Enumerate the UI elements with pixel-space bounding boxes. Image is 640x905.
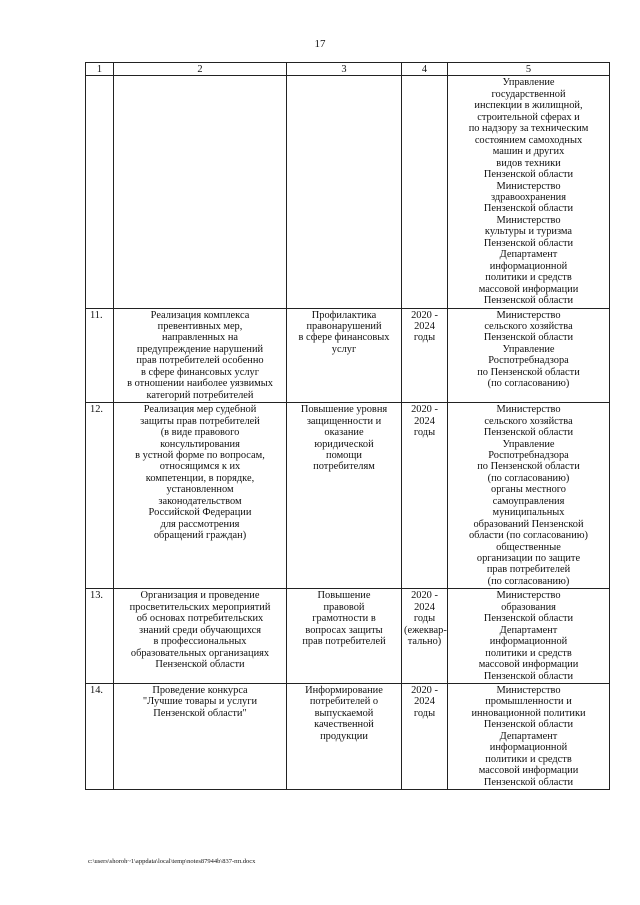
cell-text-line: прав потребителей особенно xyxy=(136,355,264,367)
cell-text-line: культуры и туризма xyxy=(484,226,573,238)
table-row xyxy=(86,308,610,403)
measure-cell xyxy=(114,403,287,589)
cell-text-line: компетенции, в порядке, xyxy=(145,472,255,484)
cell-text-line: Пензенской области xyxy=(483,719,574,731)
cell-text-line: направленных на xyxy=(161,332,239,344)
cell-text-line: установленном xyxy=(166,484,234,496)
cell-text-line: инновационной политики xyxy=(471,707,586,719)
result-cell xyxy=(287,589,402,684)
cell-text-line: категорий потребителей xyxy=(146,389,254,401)
cell-text-line: Роспотребнадзора xyxy=(488,449,569,461)
cell-text-line: грамотности в xyxy=(312,613,376,625)
cell-text-line: оказание xyxy=(324,427,364,439)
cell-text-line: Департамент xyxy=(499,624,558,636)
cell-text-line: относящимся к их xyxy=(159,461,241,473)
cell-text-line: годы xyxy=(413,332,436,344)
term-cell xyxy=(402,684,448,790)
cell-text-line: Департамент xyxy=(499,249,558,261)
cell-text-line: потребителям xyxy=(313,461,375,473)
result-cell xyxy=(287,684,402,790)
executor-cell xyxy=(448,589,610,684)
cell-text-line: услуг xyxy=(331,343,357,355)
cell-text-line: сельского хозяйства xyxy=(484,320,573,332)
cell-text-line: промышленности и xyxy=(485,696,572,708)
cell-text-line: Пензенской области xyxy=(483,295,574,307)
cell-text-line: Управление xyxy=(502,343,555,355)
cell-text-line: по Пензенской области xyxy=(477,461,580,473)
footer-file-path: c:\users\shoroh~1\appdata\local\temp\notes87944b\837-пп.docx xyxy=(88,858,256,865)
cell-text-line: муниципальных xyxy=(492,507,565,519)
header-col-2: 2 xyxy=(114,63,287,76)
cell-text-line: Пензенской области xyxy=(483,670,574,682)
cell-text-line: по надзору за техническим xyxy=(468,123,589,135)
page-number: 17 xyxy=(314,38,326,50)
cell-text-line: области (по согласованию) xyxy=(468,530,588,542)
measure-cell xyxy=(114,308,287,403)
cell-text-line: 2024 xyxy=(414,320,435,332)
cell-text-line: помощи xyxy=(326,449,362,461)
cell-text-line: информационной xyxy=(489,742,568,754)
cell-text-line: (по согласованию) xyxy=(487,472,570,484)
cell-text-line: массовой информации xyxy=(478,659,579,671)
result-cell xyxy=(287,76,402,308)
cell-text-line: образований Пензенской xyxy=(473,518,584,530)
cell-text-line: образования xyxy=(501,601,556,613)
cell-text-line: превентивных мер, xyxy=(157,320,243,332)
cell-text-line: здравоохранения xyxy=(490,191,567,203)
cell-text-line: Российской Федерации xyxy=(148,507,252,519)
header-col-5: 5 xyxy=(448,63,610,76)
cell-text-line: Организация и проведение xyxy=(140,590,260,602)
cell-text-line: юридической xyxy=(314,438,374,450)
cell-text-line: правовой xyxy=(323,601,365,613)
cell-text-line: Проведение конкурса xyxy=(152,685,248,697)
cell-text-line: сельского хозяйства xyxy=(484,415,573,427)
cell-text-line: государственной xyxy=(491,88,566,100)
cell-text-line: Министерство xyxy=(496,590,561,602)
cell-text-line: годы xyxy=(413,613,436,625)
term-cell xyxy=(402,589,448,684)
cell-text-line: защищенности и xyxy=(306,415,382,427)
executor-cell xyxy=(448,403,610,589)
cell-text-line: об основах потребительских xyxy=(136,613,264,625)
cell-text-line: просветительских мероприятий xyxy=(129,601,271,613)
cell-text-line: Пензенской области xyxy=(483,613,574,625)
cell-text-line: Министерство xyxy=(496,404,561,416)
cell-text-line: самоуправления xyxy=(492,495,565,507)
cell-text-line: политики и средств xyxy=(485,647,572,659)
cell-text-line: машин и других xyxy=(492,146,565,158)
table-row xyxy=(86,76,610,308)
cell-text-line: состоянием самоходных xyxy=(474,134,583,146)
measure-cell xyxy=(114,684,287,790)
cell-text-line: в отношении наиболее уязвимых xyxy=(127,378,273,390)
cell-text-line: в устной форме по вопросам, xyxy=(135,449,265,461)
cell-text-line: Пензенской области xyxy=(483,237,574,249)
table-row xyxy=(86,589,610,684)
row-number: 11. xyxy=(86,308,114,403)
cell-text-line: общественные xyxy=(496,541,561,553)
table-row xyxy=(86,684,610,790)
cell-text-line: 2024 xyxy=(414,601,435,613)
measure-cell xyxy=(114,589,287,684)
cell-text-line: видов техники xyxy=(496,157,561,169)
term-cell xyxy=(402,308,448,403)
cell-text-line: по Пензенской области xyxy=(477,366,580,378)
cell-text-line: Реализация мер судебной xyxy=(143,404,257,416)
cell-text-line: защиты прав потребителей xyxy=(140,415,260,427)
header-col-4: 4 xyxy=(402,63,448,76)
cell-text-line: годы xyxy=(413,427,436,439)
cell-text-line: Пензенской области xyxy=(155,659,245,671)
cell-text-line: прав потребителей xyxy=(486,564,571,576)
header-col-3: 3 xyxy=(287,63,402,76)
cell-text-line: Реализация комплекса xyxy=(150,309,250,321)
cell-text-line: Управление xyxy=(502,438,555,450)
cell-text-line: 2020 - xyxy=(411,685,438,697)
result-cell xyxy=(287,403,402,589)
cell-text-line: Департамент xyxy=(499,730,558,742)
executor-cell xyxy=(448,684,610,790)
table-row xyxy=(86,403,610,589)
cell-text-line: Информирование xyxy=(305,685,383,697)
cell-text-line: Повышение xyxy=(317,590,371,602)
cell-text-line: Пензенской области xyxy=(483,332,574,344)
cell-text-line: годы xyxy=(413,707,436,719)
cell-text-line: Пензенской области xyxy=(483,427,574,439)
cell-text-line: Пензенской области" xyxy=(153,707,247,719)
cell-text-line: консультирования xyxy=(160,438,240,450)
term-cell xyxy=(402,76,448,308)
cell-text-line: прав потребителей xyxy=(302,636,386,648)
cell-text-line: 2024 xyxy=(414,696,435,708)
cell-text-line: (в виде правового xyxy=(160,427,240,439)
cell-text-line: в профессиональных xyxy=(153,636,247,648)
result-cell xyxy=(287,308,402,403)
cell-text-line: Министерство xyxy=(496,685,561,697)
table-header-row xyxy=(86,63,610,76)
cell-text-line: Повышение уровня xyxy=(300,404,388,416)
cell-text-line: тально) xyxy=(407,636,442,648)
cell-text-line: (ежеквар- xyxy=(404,624,447,636)
cell-text-line: организации по защите xyxy=(476,553,581,565)
cell-text-line: Пензенской области xyxy=(483,203,574,215)
cell-text-line: массовой информации xyxy=(478,283,579,295)
cell-text-line: 2020 - xyxy=(411,309,438,321)
cell-text-line: Министерство xyxy=(496,180,561,192)
cell-text-line: Роспотребнадзора xyxy=(488,355,569,367)
cell-text-line: Пензенской области xyxy=(483,776,574,788)
cell-text-line: продукции xyxy=(320,730,368,742)
row-number: 13. xyxy=(86,589,114,684)
cell-text-line: информационной xyxy=(489,636,568,648)
cell-text-line: предупреждение нарушений xyxy=(136,343,264,355)
cell-text-line: образовательных организациях xyxy=(130,647,270,659)
row-number: 12. xyxy=(86,403,114,589)
cell-text-line: в сфере финансовых xyxy=(298,332,390,344)
cell-text-line: (по согласованию) xyxy=(487,575,570,587)
cell-text-line: массовой информации xyxy=(478,765,579,777)
cell-text-line: информационной xyxy=(489,260,568,272)
measures-table xyxy=(85,62,610,790)
cell-text-line: Профилактика xyxy=(311,309,377,321)
executor-cell xyxy=(448,308,610,403)
cell-text-line: Министерство xyxy=(496,214,561,226)
cell-text-line: инспекции в жилищной, xyxy=(474,100,583,112)
cell-text-line: обращений граждан) xyxy=(153,530,247,542)
cell-text-line: Управление xyxy=(502,77,555,89)
header-col-1: 1 xyxy=(86,63,114,76)
cell-text-line: Министерство xyxy=(496,309,561,321)
cell-text-line: органы местного xyxy=(491,484,566,496)
measure-cell xyxy=(114,76,287,308)
row-number: 14. xyxy=(86,684,114,790)
cell-text-line: потребителей о xyxy=(309,696,379,708)
cell-text-line: правонарушений xyxy=(306,320,382,332)
cell-text-line: 2024 xyxy=(414,415,435,427)
cell-text-line: "Лучшие товары и услуги xyxy=(142,696,258,708)
cell-text-line: политики и средств xyxy=(485,753,572,765)
cell-text-line: строительной сферах и xyxy=(477,111,580,123)
cell-text-line: политики и средств xyxy=(485,272,572,284)
cell-text-line: в сфере финансовых услуг xyxy=(141,366,259,378)
cell-text-line: качественной xyxy=(314,719,374,731)
cell-text-line: Пензенской области xyxy=(483,169,574,181)
cell-text-line: выпускаемой xyxy=(314,707,374,719)
executor-cell xyxy=(448,76,610,308)
row-number xyxy=(86,76,114,308)
term-cell xyxy=(402,403,448,589)
cell-text-line: 2020 - xyxy=(411,404,438,416)
cell-text-line: 2020 - xyxy=(411,590,438,602)
cell-text-line: вопросах защиты xyxy=(305,624,383,636)
cell-text-line: знаний среди обучающихся xyxy=(138,624,261,636)
cell-text-line: (по согласованию) xyxy=(487,378,570,390)
cell-text-line: законодательством xyxy=(158,495,242,507)
cell-text-line: для рассмотрения xyxy=(160,518,240,530)
